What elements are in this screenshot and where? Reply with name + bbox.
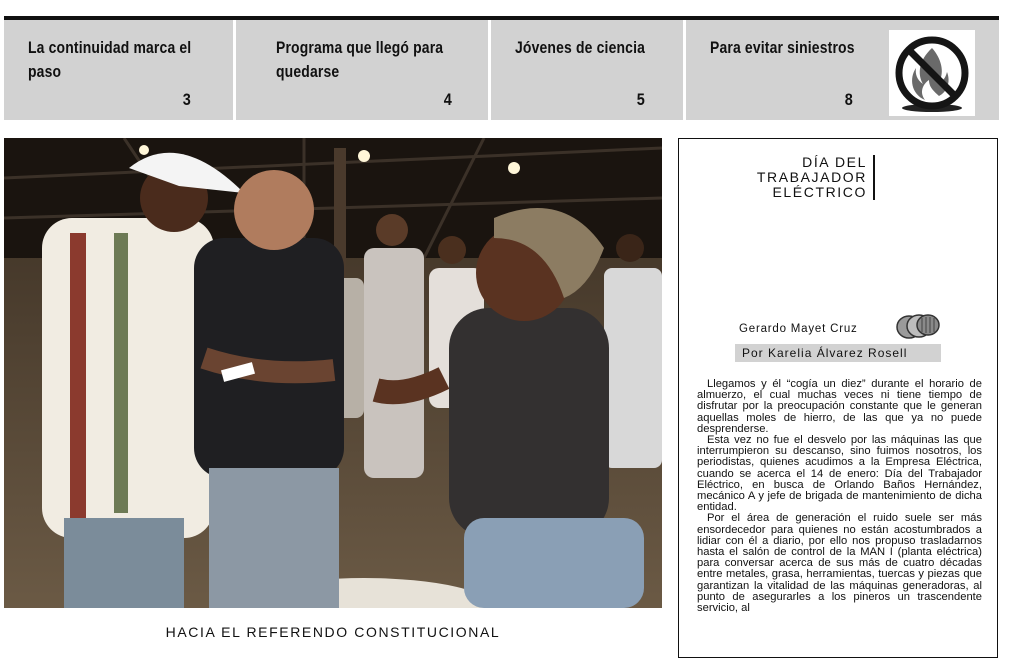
article-paragraph: Esta vez no fue el desvelo por las máquinas las que interrumpieron su descanso, sino fuimos nosotros, los periodistas, quienes acudimos a la Empresa Eléctrica, cuando se acerca el 14 de enero: Día del Trabajador Eléctrico, en busca de Orlando Baños Hernández, mecánico A y jefe de brigada de mantenimiento de dicha entidad. <box>697 434 982 514</box>
kicker-line: DÍA DEL <box>802 154 867 170</box>
news-photo <box>4 138 662 608</box>
article-paragraph: Llegamos y él “cogía un diez” durante el horario de almuerzo, el cual muchas veces ni tiene tiempo de disfrutar por la preocupación constante que le generan aquellas moles de hierro, de las que ya no puede desprenderse. <box>697 378 982 435</box>
no-fire-icon <box>889 30 975 116</box>
teaser-page-number: 4 <box>443 90 452 109</box>
teaser-page-number: 5 <box>636 90 645 109</box>
article-sidebar <box>678 138 998 658</box>
teaser-1[interactable] <box>4 20 236 120</box>
article-body <box>697 379 982 614</box>
author-byline: Por Karelia Álvarez Rosell <box>735 344 941 362</box>
kicker-line: TRABAJADOR <box>756 169 867 185</box>
teaser-2[interactable] <box>236 20 491 120</box>
photo-award-ceremony-icon <box>4 138 662 608</box>
article-paragraph: Por el área de generación el ruido suele ser más ensordecedor para quienes no están acostumbrados a lidiar con él a diario, por ello nos propuso trasladarnos hasta el salón de control de la MAN I (planta eléctrica) para conversar acerca de sus más de cuatro décadas entre metales, grasa, herramientas, tuercas y piezas que garantizan la vitalidad de las máquinas generadoras, al punto de asegurarles a los pineros un trascendente servicio, al <box>697 512 982 615</box>
teaser-page-number: 8 <box>844 90 853 109</box>
teaser-page-number: 3 <box>182 90 191 109</box>
kicker-line: ELÉCTRICO <box>772 184 867 200</box>
article-kicker <box>757 155 875 200</box>
coins-icon <box>895 313 941 339</box>
teaser-bar <box>4 20 999 120</box>
teaser-title: Programa que llegó para quedarse <box>276 38 444 81</box>
teaser-title: Jóvenes de ciencia <box>515 38 646 57</box>
photographer-byline: Gerardo Mayet Cruz <box>739 323 858 335</box>
teaser-3[interactable] <box>491 20 686 120</box>
teaser-title: La continuidad marca el paso <box>28 38 192 81</box>
photo-caption: HACIA EL REFERENDO CONSTITUCIONAL <box>165 624 501 640</box>
teaser-4[interactable] <box>686 20 999 120</box>
teaser-title: Para evitar siniestros <box>710 38 855 57</box>
